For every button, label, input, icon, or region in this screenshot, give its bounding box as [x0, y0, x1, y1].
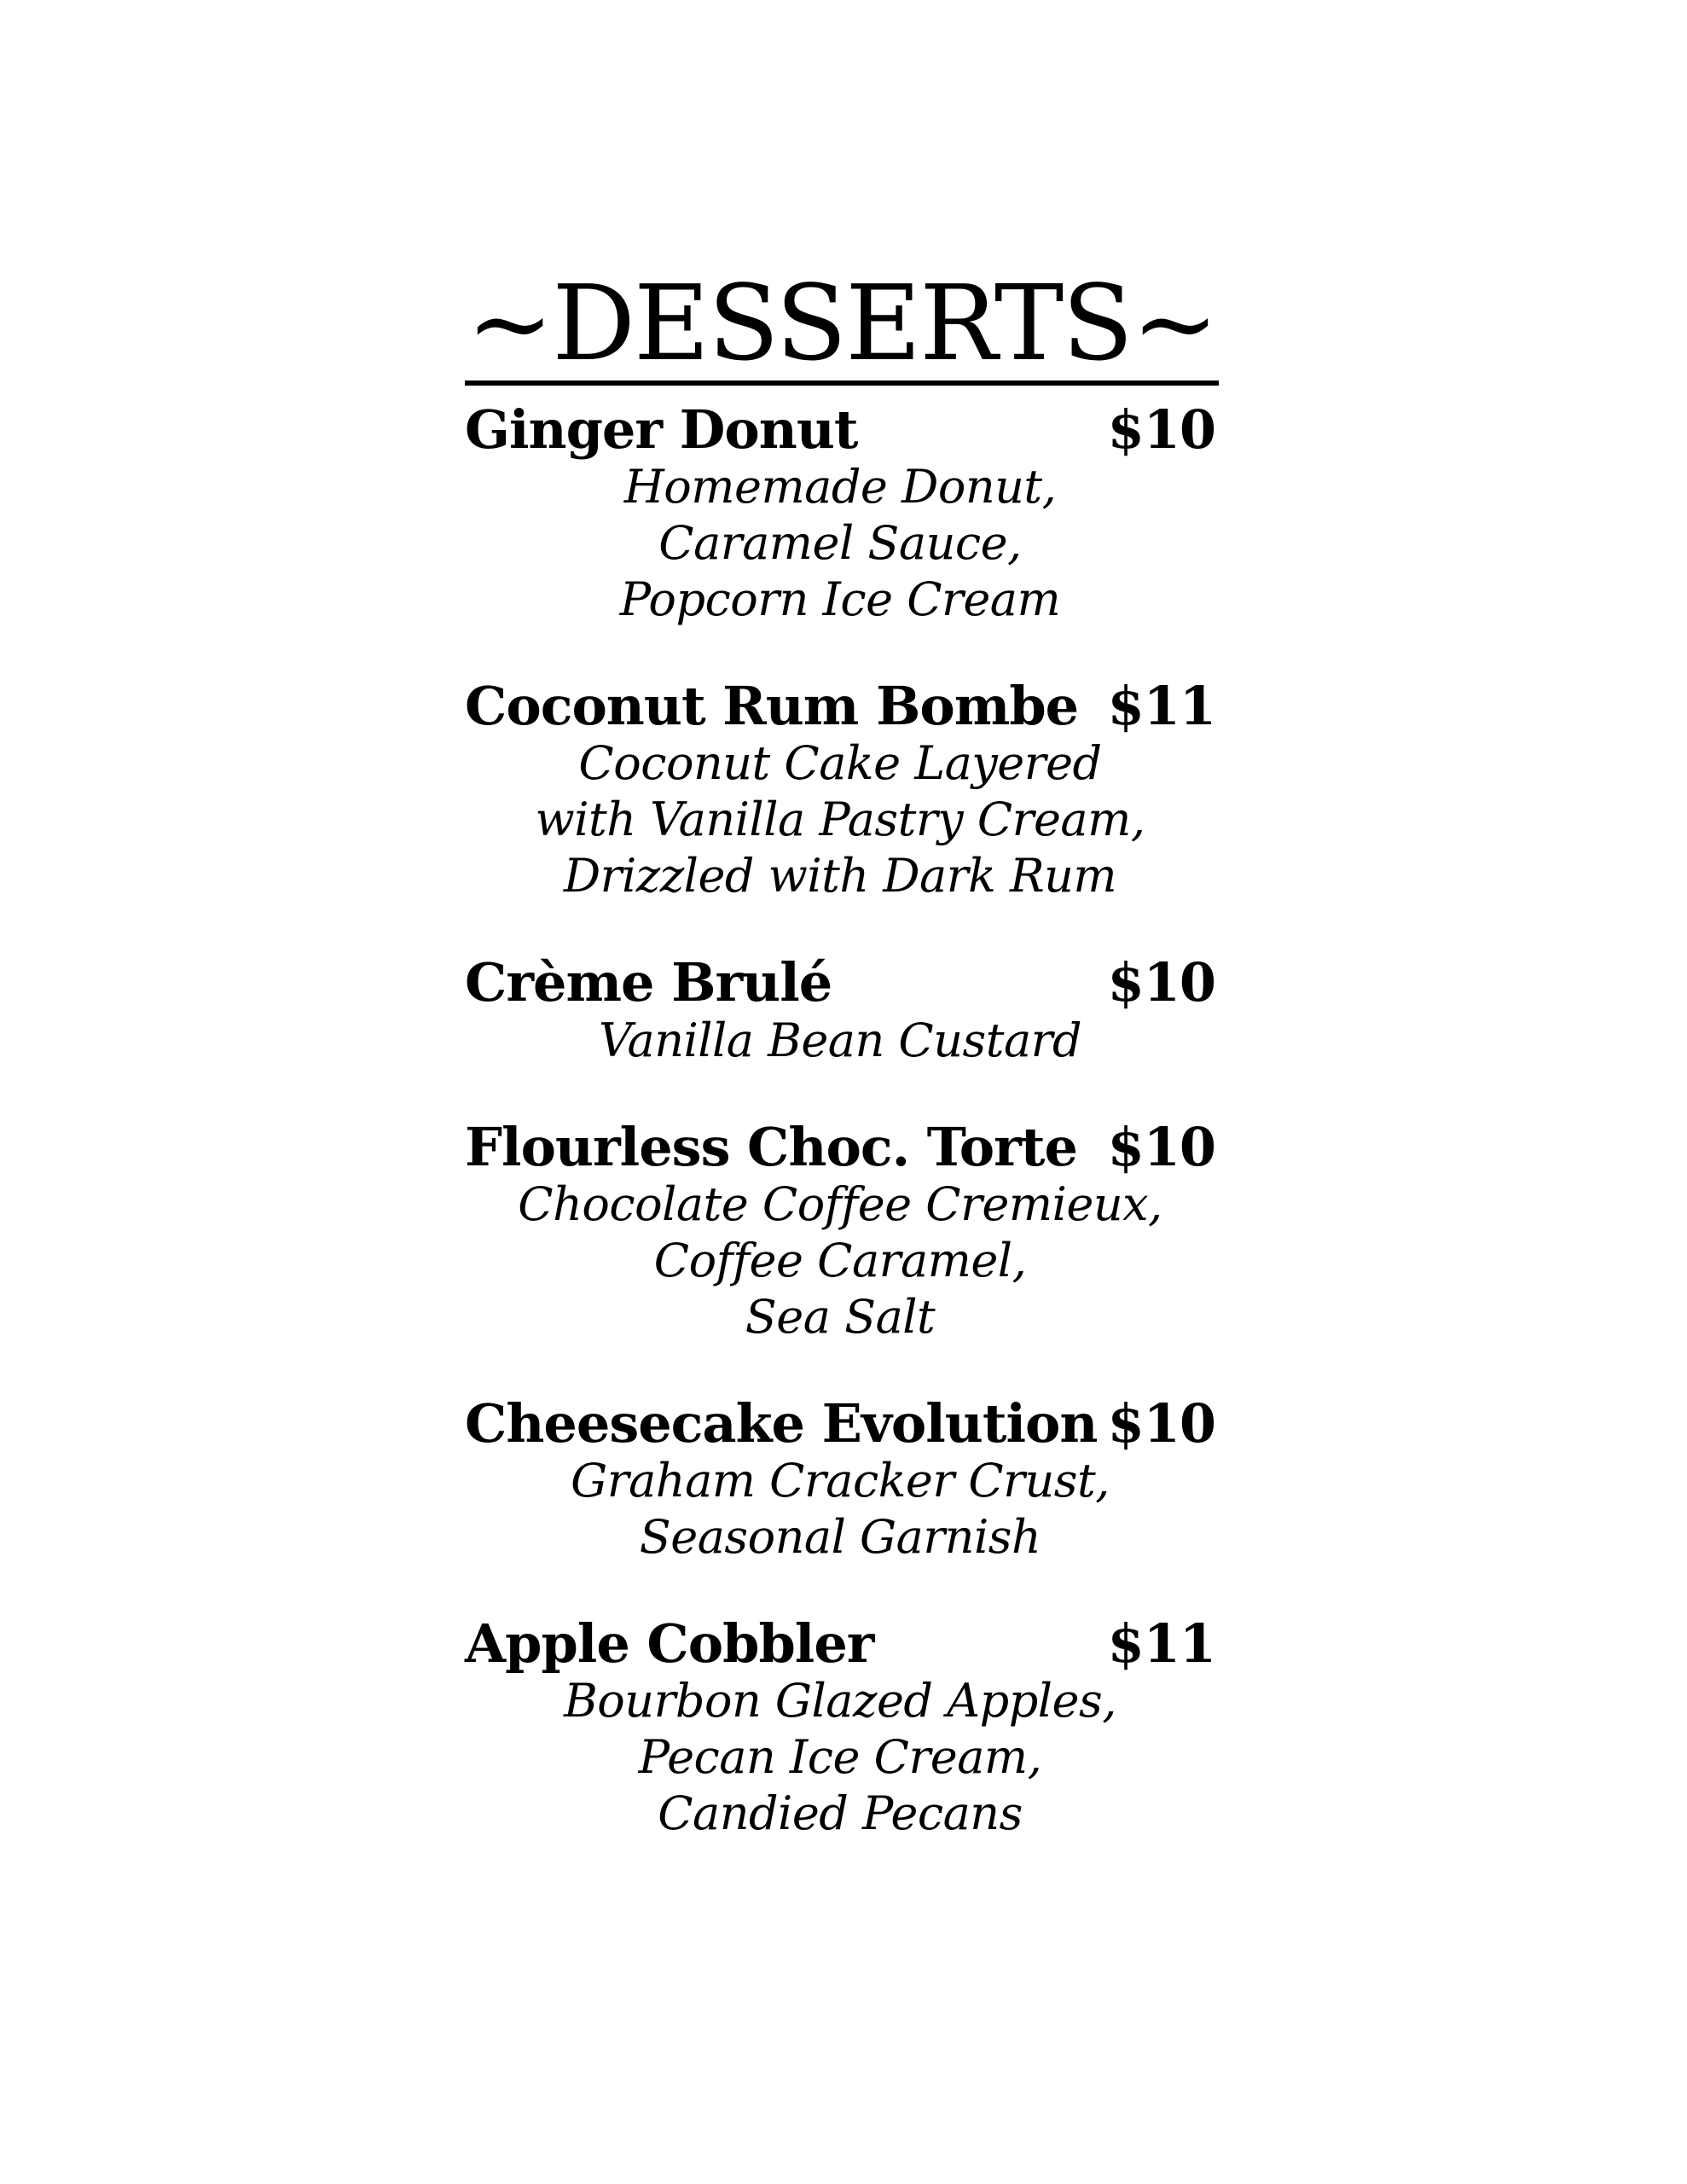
- description-line: Coffee Caramel,: [653, 1233, 1027, 1287]
- menu-item-description: [465, 1013, 1215, 1069]
- menu-item-price: $10: [1107, 398, 1215, 461]
- menu-item: [465, 398, 1215, 628]
- menu-item: [465, 1115, 1215, 1345]
- menu-item-header: [465, 951, 1215, 1014]
- description-line: Chocolate Coffee Cremieux,: [518, 1176, 1162, 1231]
- description-line: Caramel Sauce,: [658, 516, 1022, 571]
- menu-item-description: [465, 459, 1215, 628]
- dessert-menu: [465, 263, 1218, 1842]
- menu-item-name: Flourless Choc. Torte: [465, 1115, 1077, 1178]
- description-line: Candied Pecans: [658, 1786, 1023, 1841]
- menu-item: [465, 1391, 1215, 1565]
- menu-item-price: $10: [1107, 951, 1215, 1014]
- menu-title: [465, 263, 1218, 386]
- menu-title-text: ~DESSERTS~: [467, 263, 1218, 384]
- description-line: Pecan Ice Cream,: [638, 1730, 1042, 1785]
- menu-item-description: [465, 1453, 1215, 1565]
- menu-item-header: [465, 398, 1215, 461]
- menu-item-price: $11: [1107, 675, 1215, 738]
- menu-item-header: [465, 1115, 1215, 1178]
- description-line: Homemade Donut,: [623, 460, 1057, 514]
- description-line: Bourbon Glazed Apples,: [564, 1674, 1116, 1728]
- menu-item-description: [465, 1176, 1215, 1345]
- menu-item-price: $10: [1107, 1115, 1215, 1178]
- menu-item-name: Coconut Rum Bombe: [465, 675, 1079, 738]
- description-line: with Vanilla Pastry Cream,: [535, 793, 1145, 847]
- menu-item-header: [465, 1391, 1215, 1455]
- menu-item-price: $10: [1107, 1391, 1215, 1455]
- menu-item-name: Crème Brulé: [465, 951, 832, 1014]
- menu-item-header: [465, 1612, 1215, 1675]
- description-line: Popcorn Ice Cream: [619, 572, 1061, 627]
- menu-item-name: Apple Cobbler: [465, 1612, 874, 1675]
- menu-item-name: Cheesecake Evolution: [465, 1391, 1098, 1455]
- menu-item-description: [465, 735, 1215, 904]
- description-line: Coconut Cake Layered: [578, 736, 1102, 791]
- menu-item: [465, 951, 1215, 1068]
- menu-item-name: Ginger Donut: [465, 398, 858, 461]
- menu-item: [465, 677, 1215, 904]
- description-line: Graham Cracker Crust,: [571, 1453, 1110, 1507]
- description-line: Drizzled with Dark Rum: [563, 849, 1117, 903]
- menu-item-price: $11: [1107, 1612, 1215, 1675]
- description-line: Sea Salt: [745, 1289, 936, 1344]
- menu-item-header: [465, 675, 1215, 738]
- description-line: Seasonal Garnish: [639, 1509, 1041, 1564]
- description-line: Vanilla Bean Custard: [598, 1013, 1082, 1067]
- menu-item-description: [465, 1673, 1215, 1842]
- menu-item: [465, 1612, 1215, 1842]
